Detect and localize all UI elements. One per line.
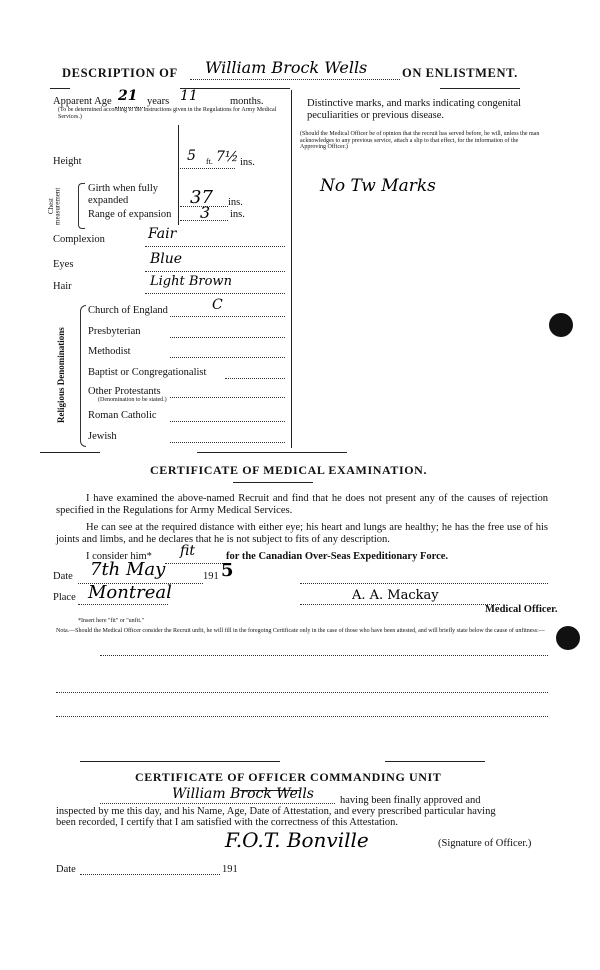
signature-label: (Signature of Officer.): [438, 838, 532, 849]
religion-roman-catholic: Roman Catholic: [88, 410, 157, 421]
year-value: 5: [221, 560, 234, 581]
months-label: months.: [230, 96, 264, 107]
recruit-name: William Brock Wells: [205, 58, 368, 77]
header-suffix: ON ENLISTMENT.: [402, 66, 518, 80]
girth-label: Girth when fully expanded: [88, 183, 158, 206]
year-prefix: 191: [203, 571, 219, 582]
girth-unit: ins.: [228, 197, 243, 208]
officer-signature: F.O.T. Bonville: [225, 828, 369, 852]
religion-other-protestants: Other Protestants: [88, 386, 161, 397]
marks-note: (Should the Medical Officer be of opinion that the recruit has served before, he will, unless the man acknowledges to any previous service, attach a slip to that effect, for the information of the Approving Officer.): [300, 131, 540, 150]
complexion-label: Complexion: [53, 234, 105, 245]
eyes-value: Blue: [150, 251, 183, 267]
name-line: [190, 79, 400, 80]
range-label: Range of expansion: [88, 209, 172, 220]
header-prefix: DESCRIPTION OF: [62, 66, 178, 80]
medical-officer-signature: A. A. Mackay: [352, 588, 439, 603]
other-note: (Denomination to be stated.): [98, 397, 167, 403]
age-months: 11: [180, 88, 198, 104]
girth-value: 37: [190, 187, 213, 208]
religion-jewish: Jewish: [88, 431, 117, 442]
religion-church-of-england: Church of England: [88, 305, 168, 316]
column-divider: [291, 90, 292, 448]
marks-value: No Tw Marks: [320, 176, 436, 196]
footnote: *Insert here "fit" or "unfit.": [78, 618, 144, 624]
height-label: Height: [53, 156, 82, 167]
medical-title: CERTIFICATE OF MEDICAL EXAMINATION.: [150, 463, 428, 477]
nota: Nota.—Should the Medical Officer consider the Recruit unfit, he will fill in the foregoing Certificate only in the case of those who have been attested, and will briefly state below the cause of unfitness:—: [56, 628, 545, 634]
chest-bracket: [78, 183, 85, 229]
religion-label: Religious Denominations: [56, 327, 66, 423]
age-note: (To be determined according to the instructions given in the Regulations for Army Medical Services.): [58, 107, 277, 120]
commanding-title: CERTIFICATE OF OFFICER COMMANDING UNIT: [135, 770, 442, 784]
religion-methodist: Methodist: [88, 346, 131, 357]
consider-suffix: for the Canadian Over-Seas Expeditionary Force.: [226, 551, 449, 562]
medical-para1: I have examined the above-named Recruit and find that he does not present any of the causes of rejection specified in the Regulations for Army Medical Services.: [56, 493, 548, 516]
marks-label: Distinctive marks, and marks indicating congenital peculiarities or previous disease.: [307, 98, 522, 121]
divider: [50, 88, 70, 89]
complexion-value: Fair: [148, 226, 177, 242]
eyes-label: Eyes: [53, 259, 74, 270]
commanding-text1: having been finally approved and: [340, 795, 481, 806]
hair-value: Light Brown: [150, 274, 232, 289]
ft-label: ft.: [206, 157, 213, 166]
inner-divider: [178, 125, 179, 225]
commanding-date-label: Date: [56, 864, 76, 875]
height-ft: 5: [187, 148, 196, 164]
date-value: 7th May: [90, 559, 166, 580]
height-in: 7½: [216, 149, 239, 165]
punch-hole: [549, 313, 573, 337]
age-years: 21: [118, 88, 138, 104]
commanding-text3: been recorded, I certify that I am satisfied with the correctness of this Attestation.: [56, 817, 399, 828]
religion-bracket: [80, 305, 86, 447]
divider: [440, 88, 520, 89]
commanding-name: William Brock Wells: [172, 786, 314, 802]
consider-value: fit: [180, 543, 195, 559]
place-value: Montreal: [88, 582, 172, 603]
consider-label: I consider him*: [86, 551, 152, 562]
years-label: years: [147, 96, 170, 107]
medical-officer-label: Medical Officer.: [485, 604, 558, 615]
chest-label: Chest measurement: [47, 187, 62, 225]
commanding-text2: inspected by me this day, and his Name, Age, Date of Attestation, and every prescribed particular having: [56, 806, 496, 817]
date-label: Date: [53, 571, 73, 582]
range-value: 3: [200, 203, 211, 222]
range-unit: ins.: [230, 209, 245, 220]
religion-mark: C: [212, 297, 223, 313]
hair-label: Hair: [53, 281, 72, 292]
punch-hole: [556, 626, 580, 650]
religion-presbyterian: Presbyterian: [88, 326, 141, 337]
place-label: Place: [53, 592, 76, 603]
apparent-age-label: Apparent Age: [53, 96, 112, 107]
commanding-year-prefix: 191: [222, 864, 238, 875]
ins-label: ins.: [240, 157, 255, 168]
medical-para2: He can see at the required distance with either eye; his heart and lungs are healthy; he has the free use of his joints and limbs, and he declares that he is not subject to fits of any description.: [56, 522, 548, 545]
religion-baptist: Baptist or Congregationalist: [88, 367, 207, 378]
